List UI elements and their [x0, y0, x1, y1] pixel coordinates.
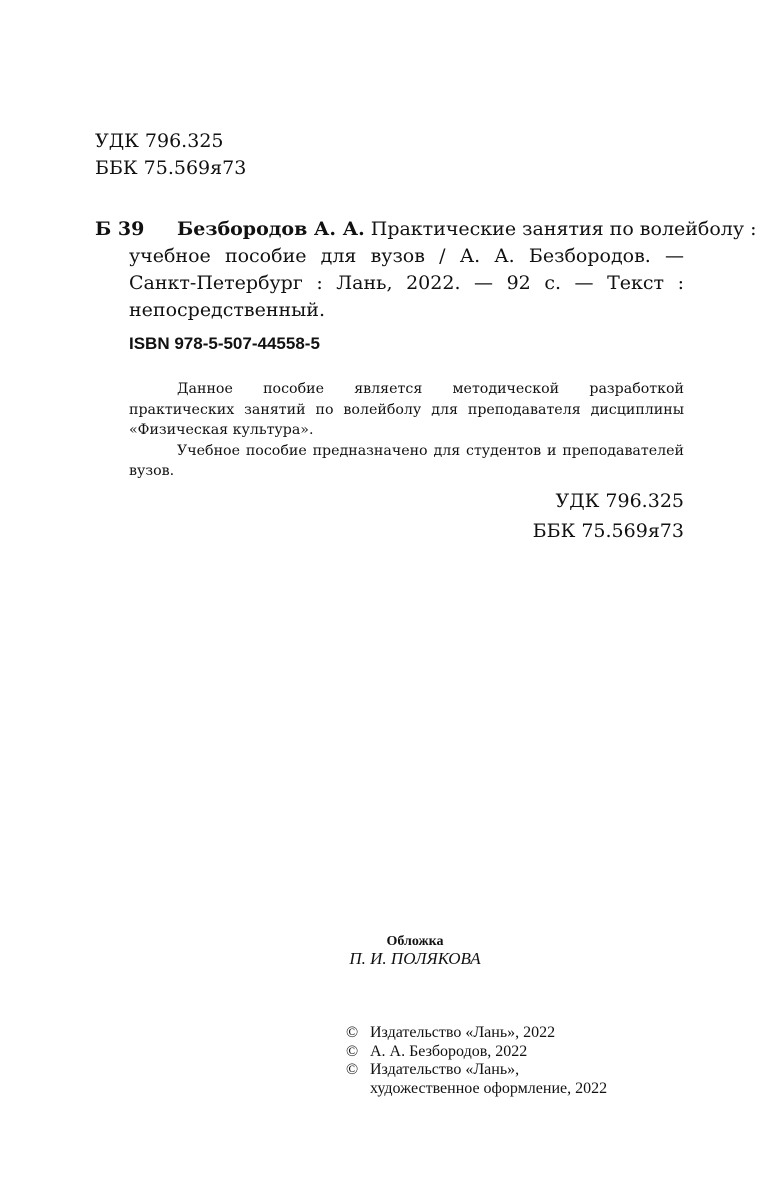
cover-credit-label: Обложка	[386, 934, 444, 949]
isbn: ISBN 978-5-507-44558-5	[129, 334, 320, 353]
entry-first-line	[177, 216, 757, 243]
copyright-line-3-continuation: художественное оформление, 2022	[370, 1079, 608, 1097]
author-sign: Б 39	[95, 218, 145, 240]
classification-block-bottom	[533, 486, 684, 546]
entry-title: Практические занятия по волейболу :	[370, 218, 757, 240]
annotation-paragraph-1: Данное пособие является методической разработкой практических занятий по волейболу для преподавателя дисциплины «Физическая культура».	[129, 381, 684, 438]
annotation	[129, 379, 684, 482]
bibliographic-entry	[129, 216, 757, 321]
annotation-paragraph-2: Учебное пособие предназначено для студентов и преподавателей вузов.	[129, 442, 684, 479]
copyright-line-2: © А. А. Безбородов, 2022	[346, 1042, 528, 1060]
copyright-block	[346, 1024, 607, 1098]
copyright-line-3: © Издательство «Лань»,	[346, 1061, 520, 1078]
entry-author: Безбородов А. А.	[177, 218, 365, 240]
bbk-code: ББК 75.569я73	[95, 157, 247, 179]
udk-code: УДК 796.325	[95, 130, 224, 152]
bbk-code-bottom: ББК 75.569я73	[532, 520, 684, 542]
copyright-icon: ©	[346, 1042, 359, 1060]
copyright-line-1: © Издательство «Лань», 2022	[346, 1024, 556, 1041]
copyright-icon: ©	[346, 1024, 359, 1041]
copyright-icon: ©	[346, 1061, 359, 1078]
cover-credit-name: П. И. ПОЛЯКОВА	[349, 949, 481, 968]
classification-block-top	[95, 128, 246, 182]
entry-description: учебное пособие для вузов / А. А. Безбородов. — Санкт-Петербург : Лань, 2022. — 92 с. — Текст : непосредственный.	[129, 245, 684, 321]
udk-code-bottom: УДК 796.325	[555, 490, 684, 512]
